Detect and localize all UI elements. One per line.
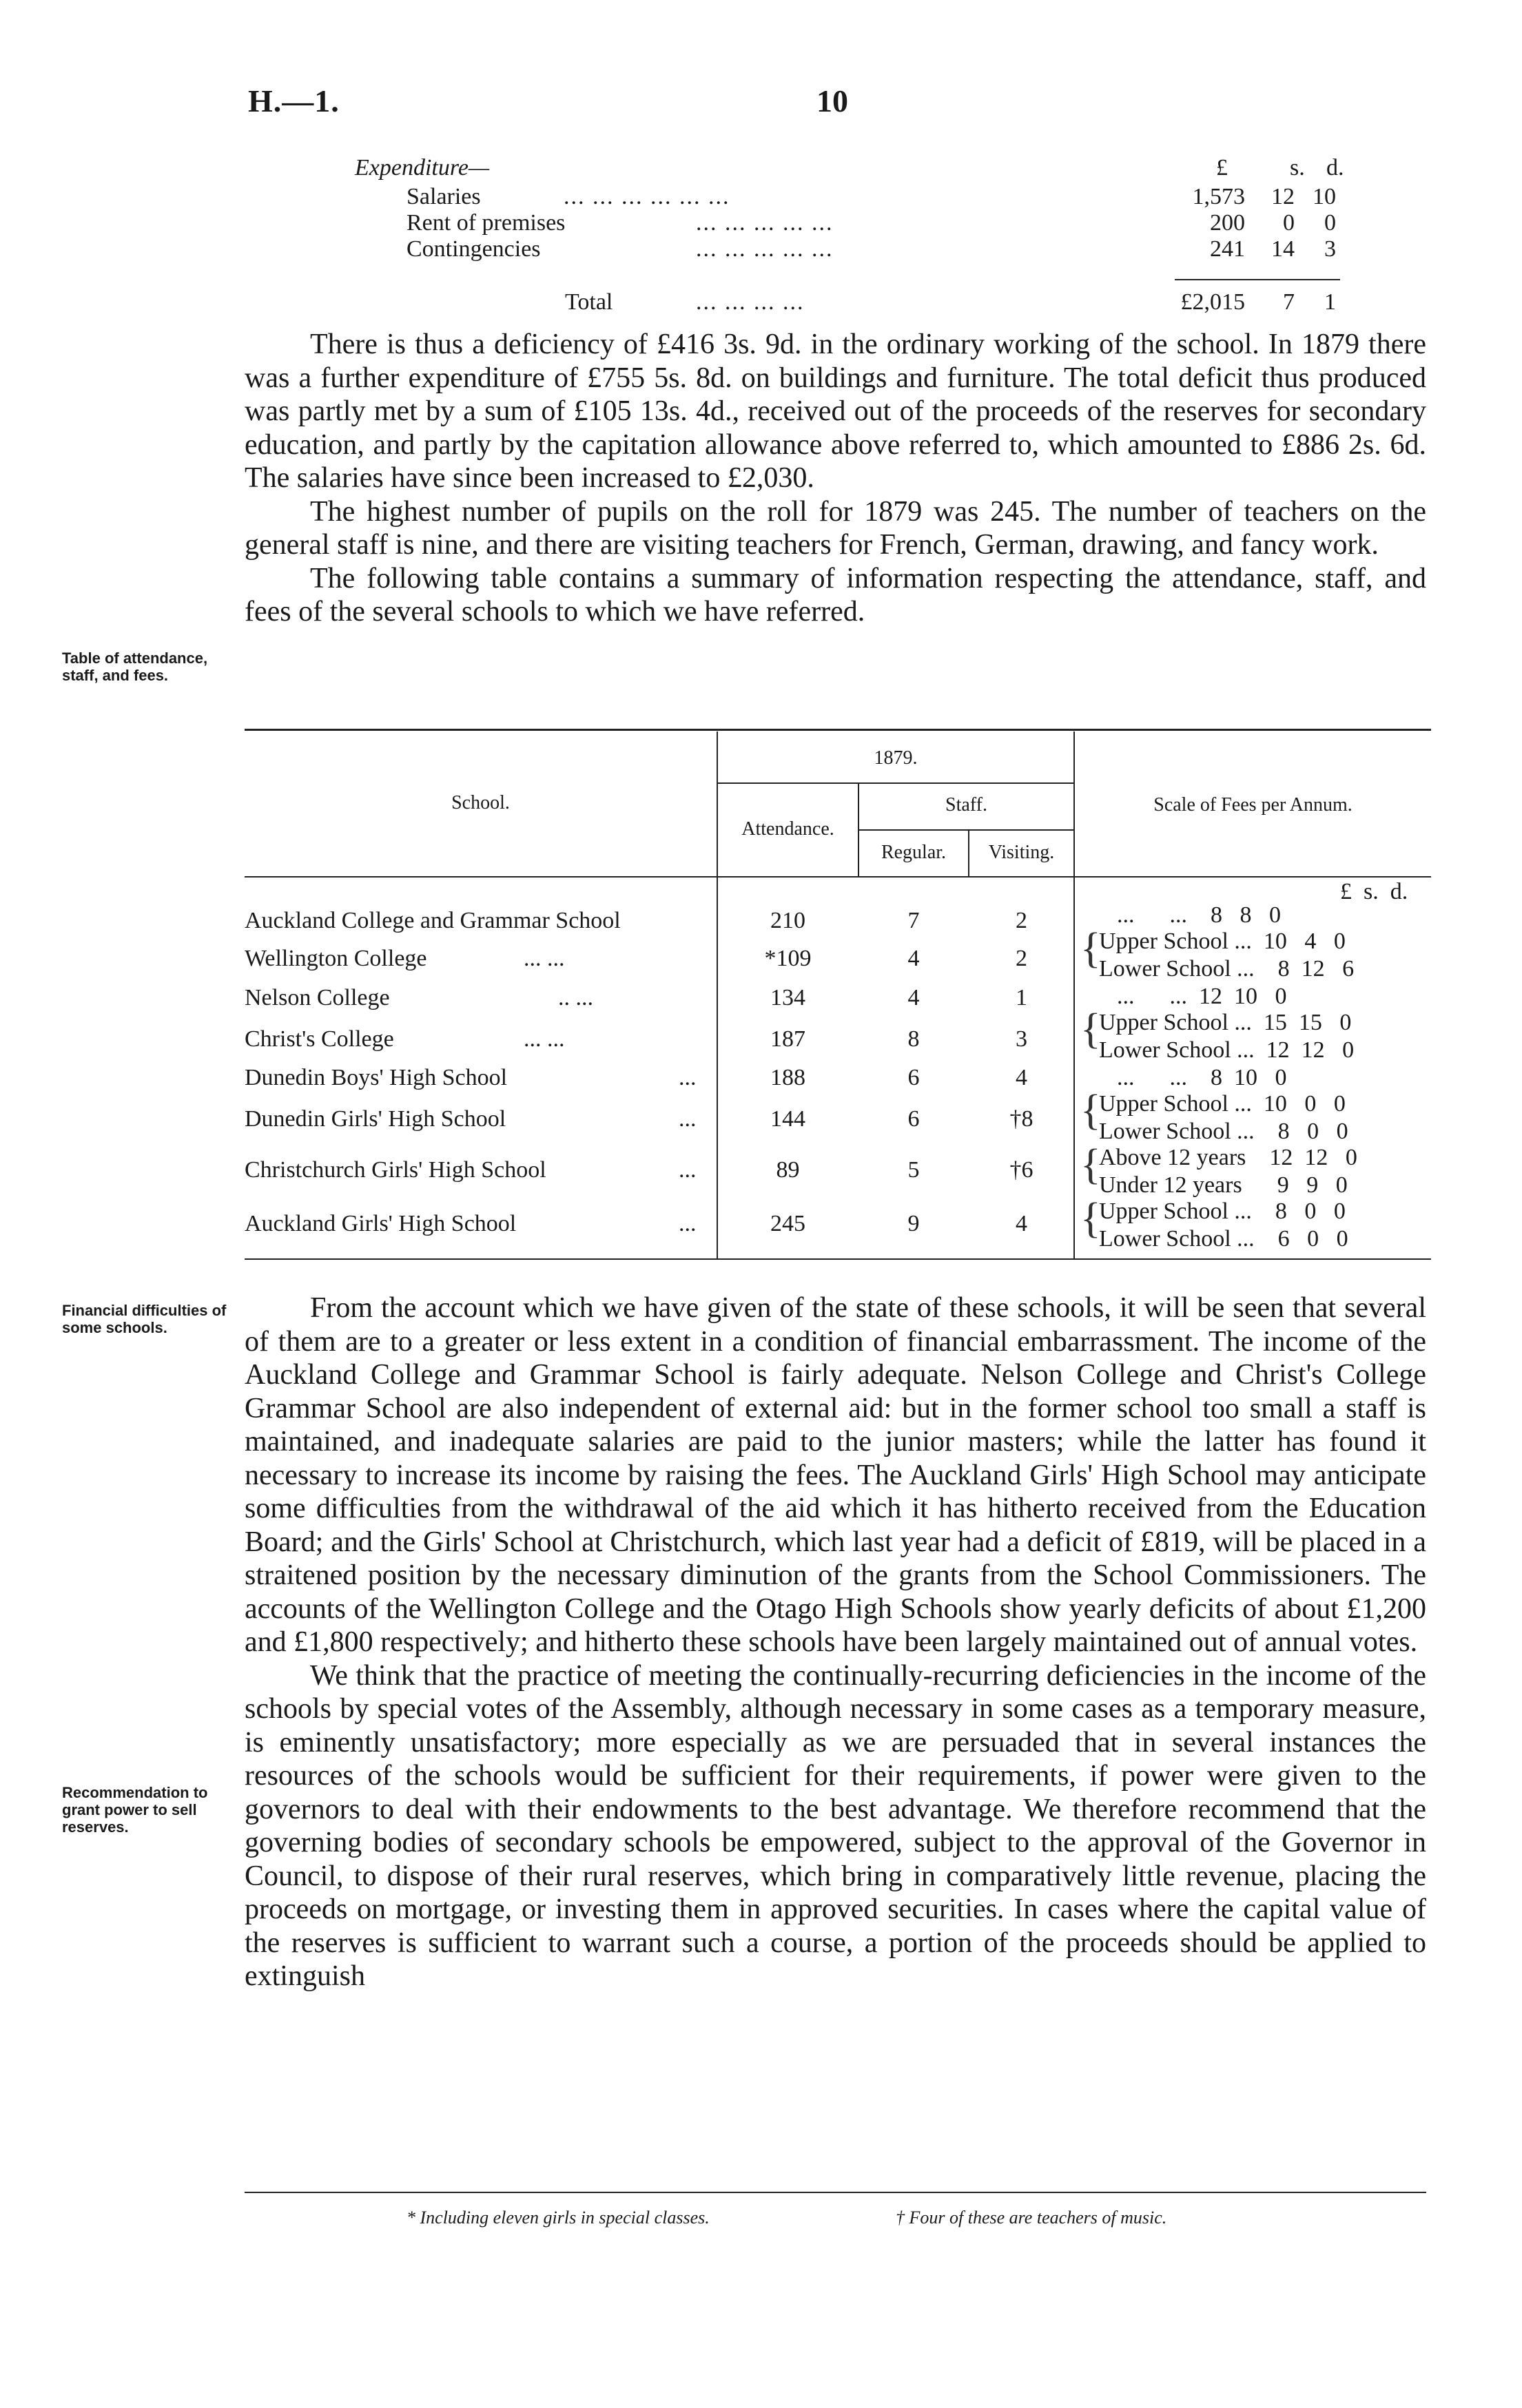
- expenditure-row: [0, 236, 1522, 265]
- regular-cell: 6: [907, 1065, 920, 1090]
- visiting-cell: †8: [1009, 1106, 1033, 1132]
- fee-line: Upper School ... 10 4 0: [1099, 928, 1346, 954]
- school-name: Auckland College and Grammar School: [245, 908, 621, 933]
- paragraph-recommendation: We think that the practice of meeting the continually-recurring deficiencies in the income of the schools by special votes of the Assembly, although necessary in some cases as a temporary measure, is eminently unsatisfactory; more especially as we are persuaded that in several instances the resources of the schools would be sufficient for their requirements, if power were given to the governors to deal with their endowments to the best advantage. We therefore recommend that the governing bodies of secondary schools be empowered, subject to the approval of the Governor in Council, to dispose of their rural reserves, which bring in comparatively little revenue, placing the proceeds on mortgage, or investing them in approved securities. In cases where the capital value of the reserves is sufficient to warrant such a course, a portion of the proceeds should be applied to extinguish: [245, 1659, 1426, 1992]
- fee-line: Lower School ... 6 0 0: [1099, 1226, 1348, 1252]
- leader-dots: ... ...: [524, 1026, 565, 1052]
- visiting-cell: 2: [1016, 946, 1027, 971]
- fees-header: Scale of Fees per Annum.: [1153, 794, 1353, 816]
- school-name: Christchurch Girls' High School: [245, 1157, 546, 1183]
- regular-cell: 8: [907, 1026, 920, 1052]
- regular-header: Regular.: [881, 842, 947, 863]
- total-label: Total: [565, 289, 613, 315]
- school-name: Dunedin Boys' High School: [245, 1065, 508, 1090]
- staff-header: Staff.: [945, 794, 987, 816]
- school-name: Auckland Girls' High School: [245, 1211, 517, 1236]
- school-name: Christ's College: [245, 1026, 394, 1052]
- expenditure-row: [0, 210, 1522, 239]
- body-upper: [245, 328, 1426, 629]
- fee-line: Upper School ... 15 15 0: [1099, 1010, 1352, 1035]
- regular-cell: 9: [907, 1211, 920, 1236]
- fee-line: Upper School ... 8 0 0: [1099, 1198, 1346, 1224]
- brace-icon: {: [1080, 1195, 1101, 1242]
- leader-dots: ... ... ... ... ...: [696, 236, 834, 262]
- attendance-cell: 210: [770, 908, 805, 933]
- brace-icon: {: [1080, 1141, 1101, 1188]
- expenditure-row: [0, 184, 1522, 213]
- pence-value: 0: [1324, 210, 1336, 236]
- leader-dots: ... ... ... ... ... ...: [564, 184, 730, 209]
- fee-line: Lower School ... 8 0 0: [1099, 1119, 1348, 1144]
- visiting-cell: 4: [1016, 1065, 1027, 1090]
- margin-note-recommendation: Recommendation to grant power to sell reserves.: [62, 1784, 208, 1836]
- leader-dots: ...: [679, 1065, 697, 1090]
- expenditure-title: Expenditure—: [355, 155, 490, 180]
- regular-cell: 6: [907, 1106, 920, 1132]
- pence-value: 10: [1313, 184, 1336, 209]
- table-rule: [859, 829, 1073, 831]
- brace-icon: {: [1080, 1006, 1101, 1052]
- regular-cell: 4: [907, 946, 920, 971]
- total-shillings: 7: [1283, 289, 1295, 315]
- margin-note-table: Table of attendance, staff, and fees.: [62, 650, 208, 684]
- regular-cell: 7: [907, 908, 920, 933]
- fee-line: Above 12 years 12 12 0: [1099, 1145, 1357, 1170]
- leader-dots: ...: [679, 1106, 697, 1132]
- paragraph-deficiency: There is thus a deficiency of £416 3s. 9d. in the ordinary working of the school. In 1879 there was a further expenditure of £755 5s. 8d. on buildings and furniture. The total deficit thus produced was partly met by a sum of £105 13s. 4d., received out of the proceeds of the reserves for secondary education, and partly by the capitation allowance above referred to, which amounted to £886 2s. 6d. The salaries have since been increased to £2,030.: [245, 329, 1426, 494]
- visiting-cell: 2: [1016, 908, 1027, 933]
- fee-line: ... ... 12 10 0: [1082, 984, 1287, 1009]
- paragraph-pupils: The highest number of pupils on the roll for 1879 was 245. The number of teachers on the general staff is nine, and there are visiting teachers for French, German, drawing, and fancy work.: [245, 495, 1426, 561]
- footnote-dagger: † Four of these are teachers of music.: [896, 2208, 1167, 2228]
- fee-line: Lower School ... 12 12 0: [1099, 1037, 1355, 1063]
- leader-dots: ... ... ... ...: [696, 289, 805, 315]
- currency-pence-header: d.: [1326, 155, 1344, 180]
- attendance-cell: 134: [770, 985, 805, 1010]
- attendance-cell: 245: [770, 1211, 805, 1236]
- leader-dots: ...: [679, 1211, 697, 1236]
- visiting-cell: 1: [1016, 985, 1027, 1010]
- pounds-value: 200: [1210, 210, 1245, 236]
- school-header: School.: [451, 792, 510, 813]
- expenditure-label: Contingencies: [407, 236, 541, 262]
- currency-pounds-header: £: [1216, 155, 1228, 180]
- leader-dots: ...: [679, 1157, 697, 1183]
- expenditure-label: Rent of premises: [407, 210, 566, 236]
- regular-cell: 5: [907, 1157, 920, 1183]
- shillings-value: 12: [1271, 184, 1295, 209]
- leader-dots: ... ...: [524, 946, 565, 971]
- margin-note-financial: Financial difficulties of some schools.: [62, 1302, 227, 1336]
- total-pence: 1: [1324, 289, 1336, 315]
- paragraph-table-intro: The following table contains a summary of information respecting the attendance, staff, and fees of the several schools to which we have referred.: [245, 562, 1426, 627]
- leader-dots: .. ...: [558, 985, 593, 1010]
- footnote-star: * Including eleven girls in special classes.: [407, 2208, 710, 2228]
- total-pounds: £2,015: [1180, 289, 1245, 315]
- fee-line: Lower School ... 8 12 6: [1099, 956, 1355, 982]
- attendance-header: Attendance.: [741, 818, 834, 840]
- visiting-cell: 4: [1016, 1211, 1027, 1236]
- attendance-cell: 89: [776, 1157, 800, 1183]
- school-name: Dunedin Girls' High School: [245, 1106, 506, 1132]
- visiting-header: Visiting.: [988, 842, 1055, 863]
- visiting-cell: †6: [1009, 1157, 1033, 1183]
- page-number: 10: [816, 83, 848, 118]
- table-top-rule: [245, 729, 1431, 731]
- fee-currency-header: £ s. d.: [1340, 879, 1408, 904]
- pence-value: 3: [1324, 236, 1336, 262]
- table-bottom-rule: [245, 1258, 1431, 1260]
- fee-line: Upper School ... 10 0 0: [1099, 1091, 1346, 1117]
- regular-cell: 4: [907, 985, 920, 1010]
- table-header-rule: [245, 876, 1431, 878]
- table-rule: [718, 782, 1073, 784]
- sum-rule: [1175, 279, 1340, 280]
- fee-line: ... ... 8 10 0: [1082, 1065, 1287, 1090]
- attendance-cell: 187: [770, 1026, 805, 1052]
- currency-shillings-header: s.: [1290, 155, 1305, 180]
- brace-icon: {: [1080, 1087, 1101, 1134]
- attendance-cell: 188: [770, 1065, 805, 1090]
- pounds-value: 241: [1210, 236, 1245, 262]
- shillings-value: 14: [1271, 236, 1295, 262]
- paragraph-financial: From the account which we have given of the state of these schools, it will be seen that several of them are to a greater or less extent in a condition of financial embarrassment. The income of the Auckland College and Grammar School is fairly adequate. Nelson College and Christ's College Grammar School are also independent of external aid: but in the former school too small a staff is maintained, and inadequate salaries are paid to the junior masters; while the latter has found it necessary to increase its income by raising the fees. The Auckland Girls' High School may anticipate some difficulties from the withdrawal of the aid which it has hitherto received from the Education Board; and the Girls' School at Christchurch, which last year had a deficit of £819, will be placed in a straitened position by the necessary diminution of the grants from the School Commissioners. The accounts of the Wellington College and the Otago High Schools show yearly deficits of about £1,200 and £1,800 respectively; and hitherto these schools have been largely maintained out of annual votes.: [245, 1292, 1426, 1658]
- body-lower: [245, 1291, 1426, 1993]
- attendance-cell: *109: [764, 946, 812, 971]
- brace-icon: {: [1080, 925, 1101, 972]
- school-name: Wellington College: [245, 946, 427, 971]
- visiting-cell: 3: [1016, 1026, 1027, 1052]
- fee-line: ... ... 8 8 0: [1082, 902, 1281, 928]
- footnote-rule: [245, 2192, 1426, 2193]
- fee-line: Under 12 years 9 9 0: [1099, 1172, 1348, 1198]
- shillings-value: 0: [1283, 210, 1295, 236]
- expenditure-label: Salaries: [407, 184, 481, 209]
- leader-dots: ... ... ... ... ...: [696, 210, 834, 236]
- school-name: Nelson College: [245, 985, 390, 1010]
- year-header: 1879.: [874, 747, 918, 769]
- attendance-cell: 144: [770, 1106, 805, 1132]
- expenditure-total-row: [0, 289, 1522, 318]
- document-code: H.—1.: [248, 83, 340, 118]
- pounds-value: 1,573: [1192, 184, 1245, 209]
